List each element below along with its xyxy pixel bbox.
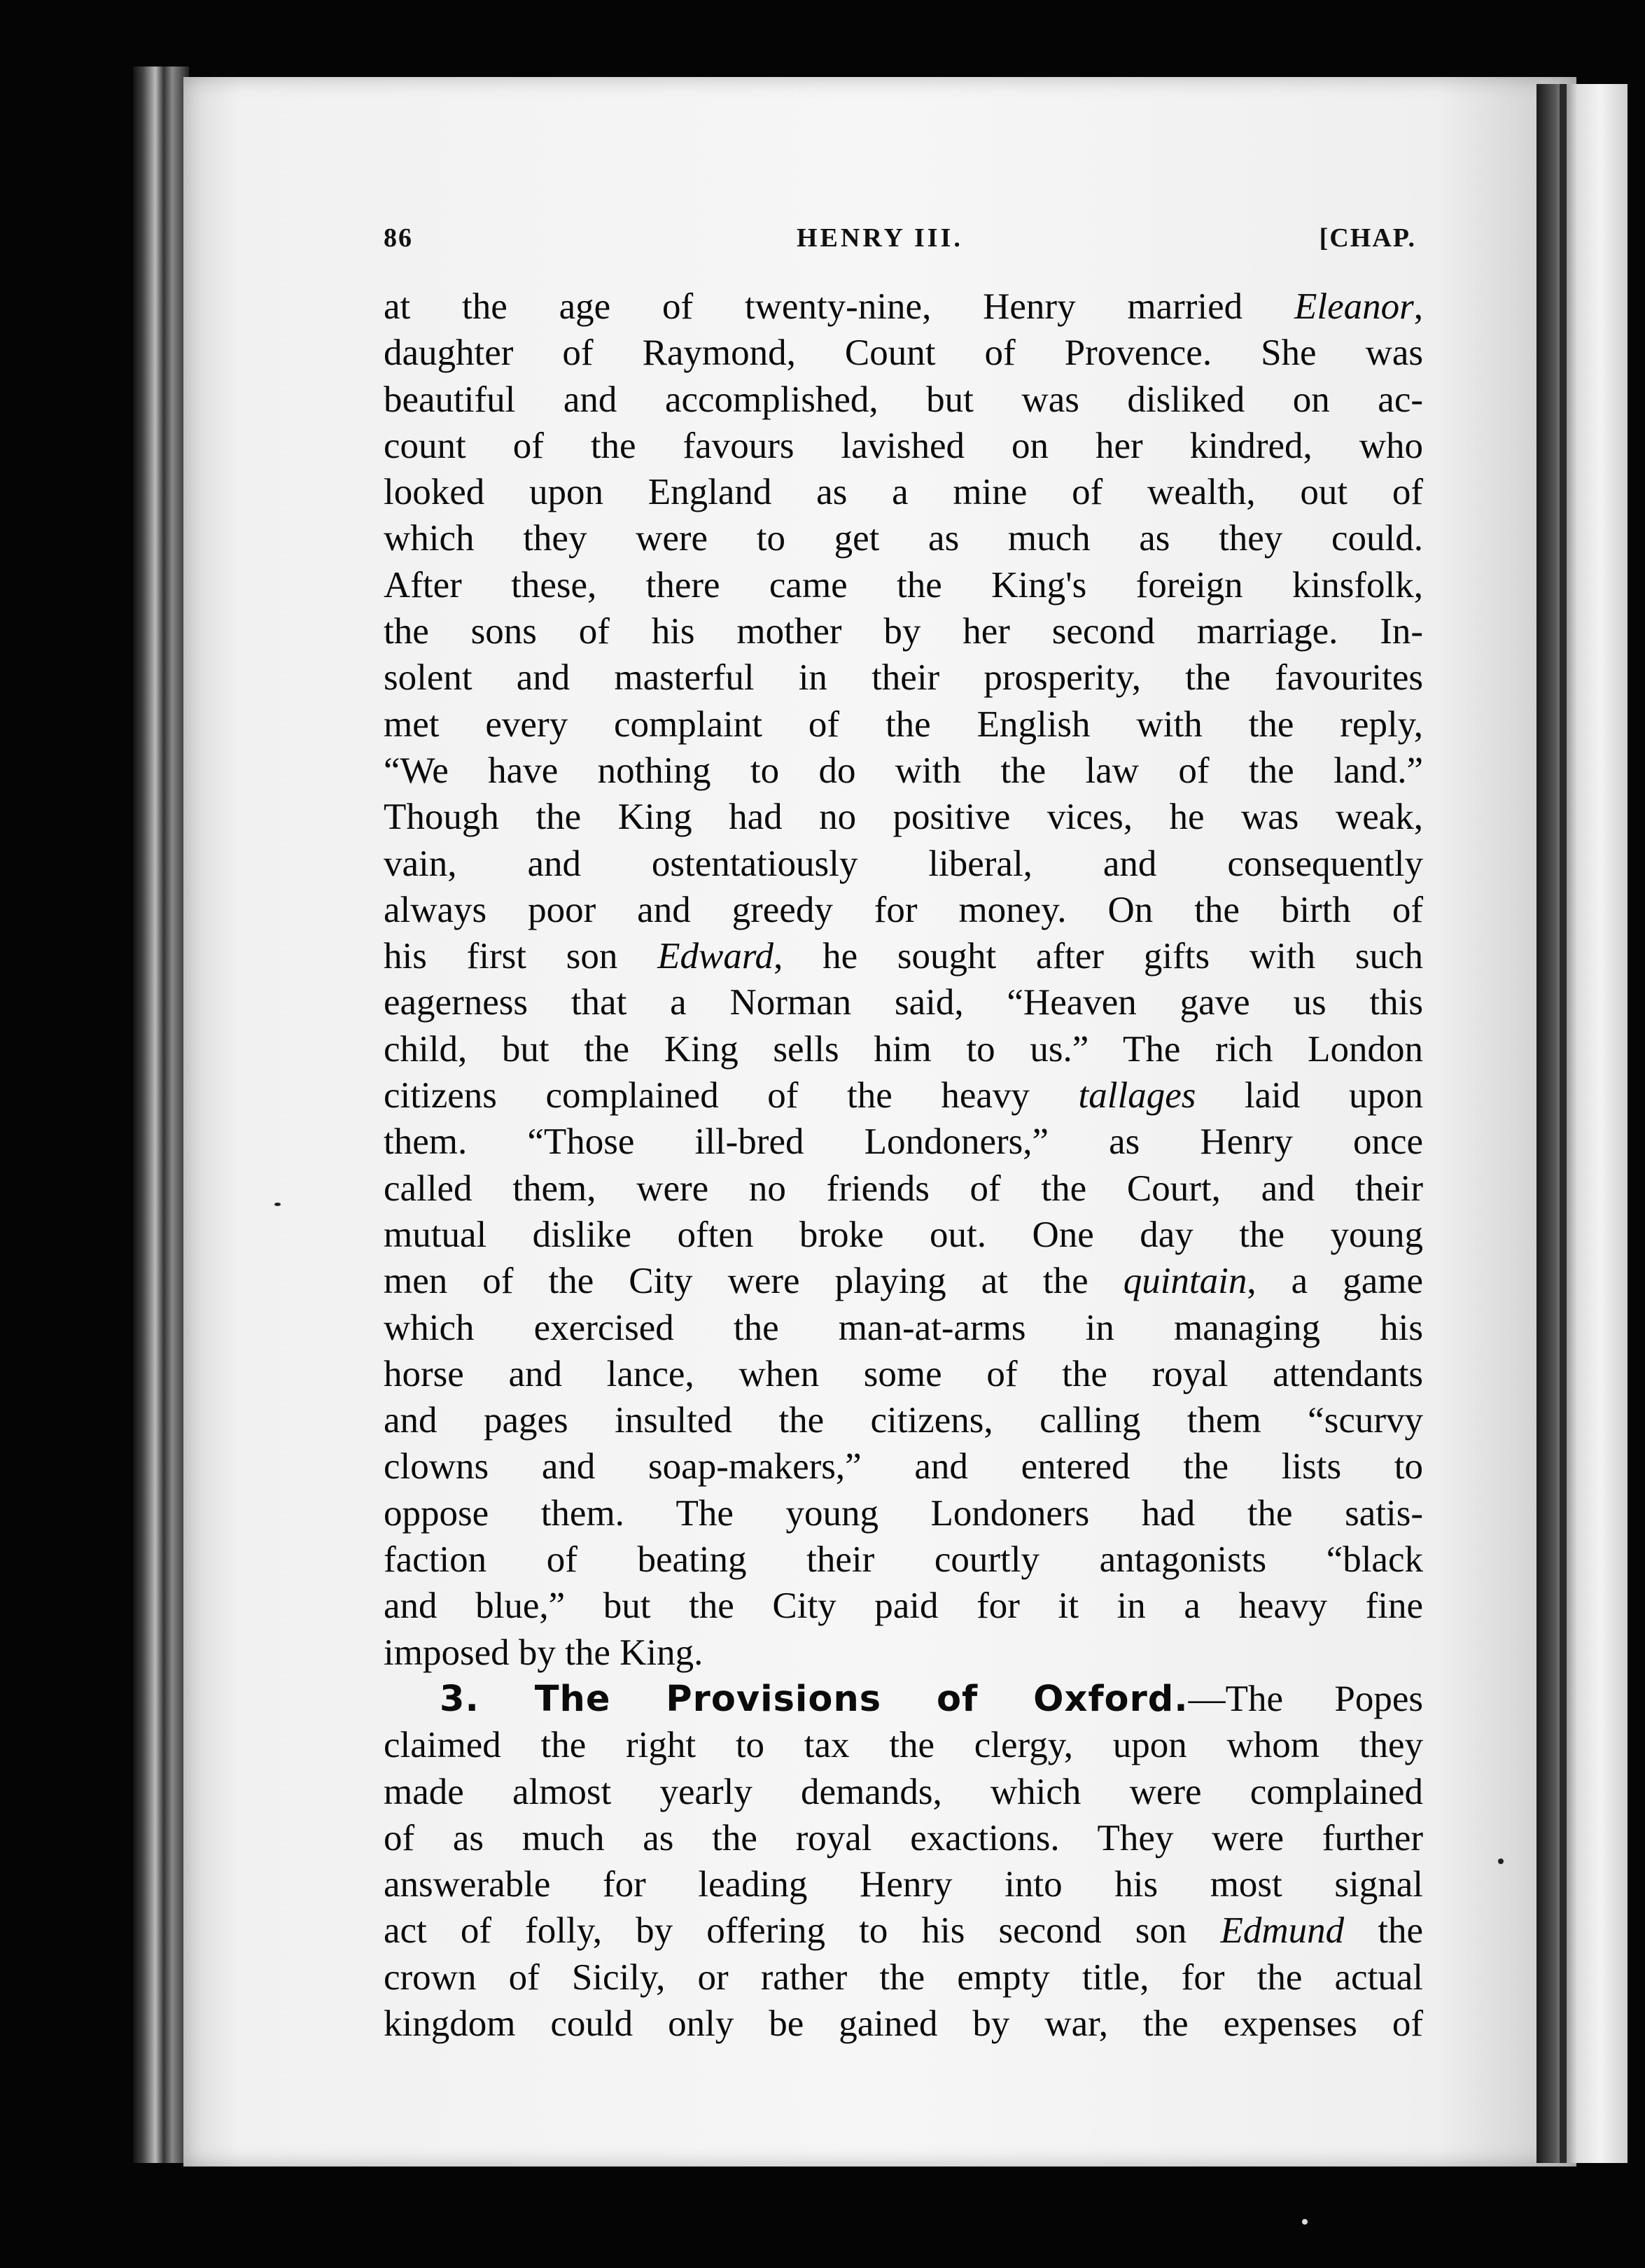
line-text: at the age of twenty-nine, Henry married bbox=[384, 286, 1294, 327]
text-line bbox=[384, 979, 1423, 1026]
line-text: which exercised the man-at-arms in managing his bbox=[384, 1307, 1423, 1348]
line-text: kingdom could only be gained by war, the expenses of bbox=[384, 2003, 1423, 2044]
line-text: eagerness that a Norman said, “Heaven gave us this bbox=[384, 982, 1423, 1023]
line-text: crown of Sicily, or rather the empty title, for the actual bbox=[384, 1956, 1423, 1998]
chapter-marker: [CHAP. bbox=[1319, 223, 1416, 253]
line-text: his first son bbox=[384, 936, 658, 977]
text-line bbox=[384, 1861, 1423, 1907]
line-text: daughter of Raymond, Count of Provence. She was bbox=[384, 332, 1423, 374]
line-text: oppose them. The young Londoners had the satis- bbox=[384, 1492, 1423, 1534]
text-line bbox=[384, 1397, 1423, 1443]
line-text: , bbox=[1413, 286, 1423, 327]
text-line bbox=[384, 748, 1423, 794]
text-line bbox=[384, 469, 1423, 515]
text-line bbox=[384, 1490, 1423, 1536]
text-line bbox=[384, 1583, 1423, 1629]
text-line bbox=[384, 1443, 1423, 1490]
text-line bbox=[384, 1072, 1423, 1119]
line-text: clowns and soap-makers,” and entered the lists to bbox=[384, 1446, 1423, 1488]
text-line bbox=[384, 515, 1423, 561]
text-line bbox=[384, 1907, 1423, 1954]
line-text: and blue,” but the City paid for it in a heavy fine bbox=[384, 1586, 1423, 1627]
line-text: faction of beating their courtly antagonists “black bbox=[384, 1539, 1423, 1581]
italic-term: Edward bbox=[657, 936, 774, 977]
running-head bbox=[384, 223, 1416, 265]
text-line bbox=[384, 1815, 1423, 1861]
line-text: men of the City were playing at the bbox=[384, 1261, 1124, 1302]
italic-term: Eleanor bbox=[1294, 286, 1414, 327]
paragraph-1 bbox=[384, 284, 1423, 1676]
scan-speck bbox=[274, 1203, 281, 1206]
line-text: citizens complained of the heavy bbox=[384, 1075, 1079, 1116]
body-text bbox=[384, 284, 1423, 2047]
text-line bbox=[384, 794, 1423, 840]
line-text: count of the favours lavished on her kindred, who bbox=[384, 425, 1423, 466]
line-text: the bbox=[1344, 1910, 1424, 1952]
line-text: called them, were no friends of the Court, and their bbox=[384, 1168, 1423, 1209]
line-text: beautiful and accomplished, but was disliked on ac- bbox=[384, 379, 1423, 420]
line-text: mutual dislike often broke out. One day the young bbox=[384, 1214, 1423, 1255]
line-text: , a game bbox=[1247, 1261, 1423, 1302]
text-line bbox=[384, 887, 1423, 933]
text-line bbox=[384, 1630, 1423, 1676]
scan-speck bbox=[1498, 1858, 1504, 1864]
text-line bbox=[384, 1305, 1423, 1351]
line-text: Though the King had no positive vices, he was weak, bbox=[384, 797, 1423, 838]
text-line bbox=[384, 608, 1423, 654]
text-line bbox=[384, 423, 1423, 469]
line-text: made almost yearly demands, which were complained bbox=[384, 1771, 1423, 1812]
italic-term: tallages bbox=[1078, 1075, 1196, 1116]
text-line bbox=[384, 1536, 1423, 1583]
line-text: act of folly, by offering to his second son bbox=[384, 1910, 1221, 1952]
line-text: and pages insulted the citizens, calling them “scurvy bbox=[384, 1400, 1423, 1441]
text-line bbox=[384, 1769, 1423, 1815]
text-line bbox=[384, 1722, 1423, 1768]
text-line bbox=[384, 701, 1423, 748]
page-edge-shadow bbox=[1560, 84, 1567, 2163]
paragraph-2 bbox=[384, 1676, 1423, 2047]
text-line bbox=[384, 1258, 1423, 1304]
line-text: imposed by the King. bbox=[384, 1632, 704, 1673]
book-binding bbox=[133, 66, 189, 2163]
text-line bbox=[384, 1166, 1423, 1212]
line-text: answerable for leading Henry into his most signal bbox=[384, 1864, 1423, 1905]
line-text: —The Popes bbox=[1188, 1678, 1423, 1719]
line-text: horse and lance, when some of the royal attendants bbox=[384, 1353, 1423, 1394]
line-text: claimed the right to tax the clergy, upon whom they bbox=[384, 1725, 1423, 1766]
line-text: them. “Those ill-bred Londoners,” as Henry once bbox=[384, 1121, 1423, 1163]
line-text: , he sought after gifts with such bbox=[774, 936, 1423, 977]
text-line bbox=[384, 1954, 1423, 2001]
running-title: HENRY III. bbox=[797, 223, 963, 253]
page-number: 86 bbox=[384, 223, 413, 253]
line-text: child, but the King sells him to us.” The rich London bbox=[384, 1028, 1423, 1070]
italic-term: Edmund bbox=[1220, 1910, 1345, 1952]
text-line bbox=[384, 933, 1423, 979]
line-text: After these, there came the King's foreign kinsfolk, bbox=[384, 564, 1423, 606]
italic-term: quintain bbox=[1123, 1261, 1247, 1302]
line-text: which they were to get as much as they could. bbox=[384, 518, 1423, 559]
text-line bbox=[384, 1026, 1423, 1072]
text-line bbox=[384, 654, 1423, 701]
line-text: vain, and ostentatiously liberal, and consequently bbox=[384, 843, 1423, 884]
text-line bbox=[384, 1119, 1423, 1165]
text-line bbox=[384, 1351, 1423, 1397]
text-line bbox=[384, 2001, 1423, 2047]
text-line bbox=[384, 841, 1423, 887]
text-line bbox=[384, 284, 1423, 330]
line-text: met every complaint of the English with the reply, bbox=[384, 704, 1423, 745]
line-text: laid upon bbox=[1196, 1075, 1423, 1116]
line-text: the sons of his mother by her second marriage. In- bbox=[384, 611, 1423, 652]
line-text: “We have nothing to do with the law of the land.” bbox=[384, 750, 1423, 791]
line-text: solent and masterful in their prosperity, the favourites bbox=[384, 657, 1423, 699]
text-line bbox=[384, 562, 1423, 608]
line-text: of as much as the royal exactions. They were further bbox=[384, 1817, 1423, 1858]
line-text: looked upon England as a mine of wealth, out of bbox=[384, 472, 1423, 513]
text-line bbox=[384, 1676, 1423, 1722]
line-text: always poor and greedy for money. On the birth of bbox=[384, 889, 1423, 930]
text-line bbox=[384, 330, 1423, 376]
section-heading: 3. The Provisions of Oxford. bbox=[440, 1678, 1189, 1720]
text-line bbox=[384, 1212, 1423, 1258]
scan-speck bbox=[1302, 2219, 1308, 2225]
next-page-edge bbox=[1536, 84, 1628, 2163]
text-line bbox=[384, 377, 1423, 423]
